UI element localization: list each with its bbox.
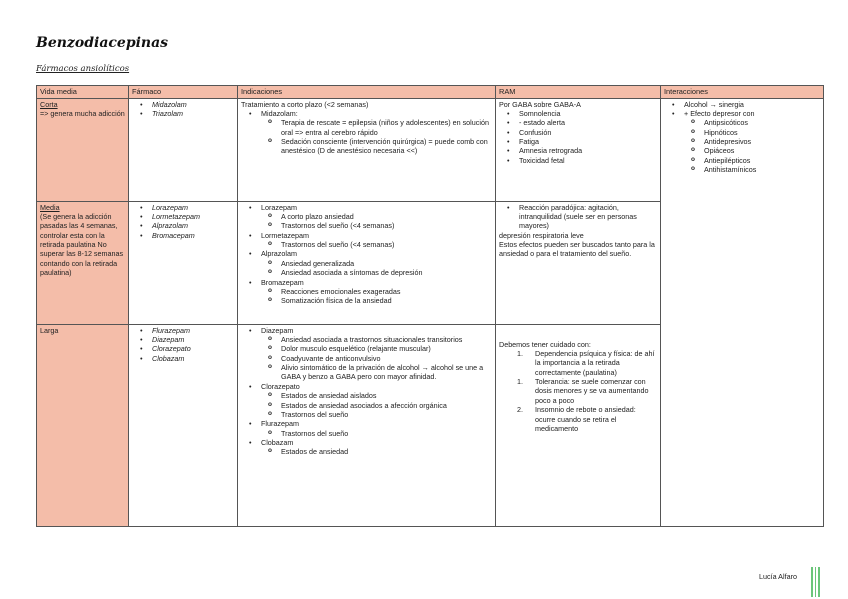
cell-ram-larga xyxy=(496,324,661,526)
cell-indicaciones-media xyxy=(238,201,496,324)
interaction-item: • + Efecto depresor con o Antipsicóticos o Hipnóticos o Antidepresivos o Opiáceos o Antiepilépticos o Antihistamínicos xyxy=(684,109,820,175)
cell-farmaco-media xyxy=(129,201,238,324)
duration-label: Corta xyxy=(40,99,58,109)
table-header-row xyxy=(37,86,824,99)
ram-item: • Confusión xyxy=(519,128,657,137)
ram-numbered-item: 1. Tolerancia: se suele comenzar con dosis menores y se va aumentando poco a poco xyxy=(517,377,649,405)
interaction-sub: o Antidepresivos xyxy=(704,137,820,146)
interaction-sub: o Antiepilépticos xyxy=(704,156,820,165)
table-row-corta xyxy=(37,98,824,201)
indication-drug: • Bromazepam o Reacciones emocionales exageradas o Somatización física de la ansiedad xyxy=(261,278,492,306)
duration-label: Larga xyxy=(40,325,59,335)
indication-sub: o Ansiedad asociada a trastornos situacionales transitorios xyxy=(281,335,492,344)
interaction-sub: o Antihistamínicos xyxy=(704,165,820,174)
indication-drug: • Alprazolam o Ansiedad generalizada o Ansiedad asociada a síntomas de depresión xyxy=(261,249,492,277)
duration-desc: (Se genera la adicción pasadas las 4 semanas, controlar esta con la retirada paulatina No superar las 8-12 semanas contando con la retirada paulatina) xyxy=(40,211,124,278)
indication-drug: • Midazolam: o Terapia de rescate = epilepsia (niños y adolescentes) en solución oral => entra al cerebro rápido o Sedación consciente (intervención quirúrgica) = puede comb con anestésico (D de anestésico necesaria <<) xyxy=(261,109,492,156)
indication-drug: • Lorazepam o A corto plazo ansiedad o Trastornos del sueño (<4 semanas) xyxy=(261,203,492,231)
indication-sub: o Reacciones emocionales exageradas xyxy=(281,287,492,296)
indication-intro: Tratamiento a corto plazo (<2 semanas) xyxy=(241,99,369,109)
indication-sub: o Estados de ansiedad asociados a afección orgánica xyxy=(281,401,492,410)
indication-sub: o Trastornos del sueño xyxy=(281,429,492,438)
interaction-sub: o Opiáceos xyxy=(704,146,820,155)
duration-desc: => genera mucha adicción xyxy=(40,108,125,118)
cell-vida-corta xyxy=(37,98,129,201)
indication-drug: • Lormetazepam o Trastornos del sueño (<4 semanas) xyxy=(261,231,492,250)
cell-vida-media xyxy=(37,201,129,324)
header-vida-media: Vida media xyxy=(37,86,129,99)
drug-item: • Triazolam xyxy=(152,109,234,118)
header-interacciones: Interacciones xyxy=(661,86,824,99)
ram-numbered-item: 1. Dependencia psíquica y física: de ahí la importancia a la retirada correctamente (paulatina) xyxy=(517,348,655,377)
indication-sub: o Coadyuvante de anticonvulsivo xyxy=(281,354,492,363)
indication-sub: o Trastornos del sueño (<4 semanas) xyxy=(281,221,492,230)
indication-drug: • Diazepam o Ansiedad asociada a trastornos situacionales transitorios o Dolor musculo esquelético (relajante muscular) o Coadyuvante de anticonvulsivo o Alivio sintomático de la privación de alcohol → alcohol se une a GABA y benzo a GABA pero con mayor afinidad. xyxy=(261,326,492,382)
cell-indicaciones-larga xyxy=(238,324,496,526)
indication-drug: • Clobazam o Estados de ansiedad xyxy=(261,438,492,457)
indication-sub: o Estados de ansiedad xyxy=(281,447,492,456)
cell-ram-media xyxy=(496,201,661,324)
header-farmaco: Fármaco xyxy=(129,86,238,99)
indication-sub: o Somatización física de la ansiedad xyxy=(281,296,492,305)
indication-sub: o Dolor musculo esquelético (relajante muscular) xyxy=(281,344,492,353)
header-indicaciones: Indicaciones xyxy=(238,86,496,99)
indication-sub: o Alivio sintomático de la privación de alcohol → alcohol se une a GABA y benzo a GABA pero con mayor afinidad. xyxy=(281,363,492,382)
ram-intro: Debemos tener cuidado con: xyxy=(499,339,591,349)
drug-item: • Flurazepam xyxy=(152,326,234,335)
ram-line: depresión respiratoria leve xyxy=(499,230,584,240)
ram-item: • Somnolencia xyxy=(519,109,657,118)
cell-farmaco-corta xyxy=(129,98,238,201)
cell-farmaco-larga xyxy=(129,324,238,526)
indication-sub: o Terapia de rescate = epilepsia (niños y adolescentes) en solución oral => entra al cerebro rápido xyxy=(281,118,492,137)
drug-item: • Alprazolam xyxy=(152,221,234,230)
interaction-sub: o Hipnóticos xyxy=(704,128,820,137)
ram-item: • Reacción paradójica: agitación, intranquilidad (suele ser en personas mayores) xyxy=(519,203,657,231)
indication-drug: • Flurazepam o Trastornos del sueño xyxy=(261,419,492,438)
duration-label: Media xyxy=(40,202,60,212)
ram-numbered-item: 2. Insomnio de rebote o ansiedad: ocurre cuando se retira el medicamento xyxy=(517,405,636,433)
drug-item: • Bromacepam xyxy=(152,231,234,240)
indication-drug: • Clorazepato o Estados de ansiedad aislados o Estados de ansiedad asociados a afección orgánica o Trastornos del sueño xyxy=(261,382,492,419)
ram-item: • Amnesia retrograda xyxy=(519,146,657,155)
indication-sub: o Ansiedad asociada a síntomas de depresión xyxy=(281,268,492,277)
header-ram: RAM xyxy=(496,86,661,99)
cell-ram-corta xyxy=(496,98,661,201)
drug-item: • Midazolam xyxy=(152,100,234,109)
benzodiazepine-table xyxy=(36,85,824,527)
page-subtitle: Fármacos ansiolíticos xyxy=(36,64,130,74)
indication-sub: o Ansiedad generalizada xyxy=(281,259,492,268)
page-title: Benzodiacepinas xyxy=(36,35,169,51)
ram-item: • Fatiga xyxy=(519,137,657,146)
indication-sub: o Trastornos del sueño xyxy=(281,410,492,419)
indication-sub: o Trastornos del sueño (<4 semanas) xyxy=(281,240,492,249)
cell-interacciones xyxy=(661,98,824,526)
ram-item: • Toxicidad fetal xyxy=(519,156,657,165)
cell-indicaciones-corta xyxy=(238,98,496,201)
drug-item: • Diazepam xyxy=(152,335,234,344)
ram-intro: Por GABA sobre GABA-A xyxy=(499,99,581,109)
drug-item: • Lormetazepam xyxy=(152,212,234,221)
cell-vida-larga xyxy=(37,324,129,526)
ram-line: Estos efectos pueden ser buscados tanto para la ansiedad o para el tratamiento del sueño. xyxy=(499,240,655,259)
drug-item: • Clobazam xyxy=(152,354,234,363)
decorative-bars xyxy=(811,567,820,597)
ram-item: • - estado alerta xyxy=(519,118,657,127)
interaction-sub: o Antipsicóticos xyxy=(704,118,820,127)
indication-sub: o Estados de ansiedad aislados xyxy=(281,391,492,400)
indication-sub: o A corto plazo ansiedad xyxy=(281,212,492,221)
interaction-item: • Alcohol → sinergia xyxy=(684,100,820,109)
drug-item: • Lorazepam xyxy=(152,203,234,212)
indication-sub: o Sedación consciente (intervención quirúrgica) = puede comb con anestésico (D de anestésico necesaria <<) xyxy=(281,137,492,156)
drug-item: • Clorazepato xyxy=(152,344,234,353)
author-name: Lucía Alfaro xyxy=(759,572,797,581)
